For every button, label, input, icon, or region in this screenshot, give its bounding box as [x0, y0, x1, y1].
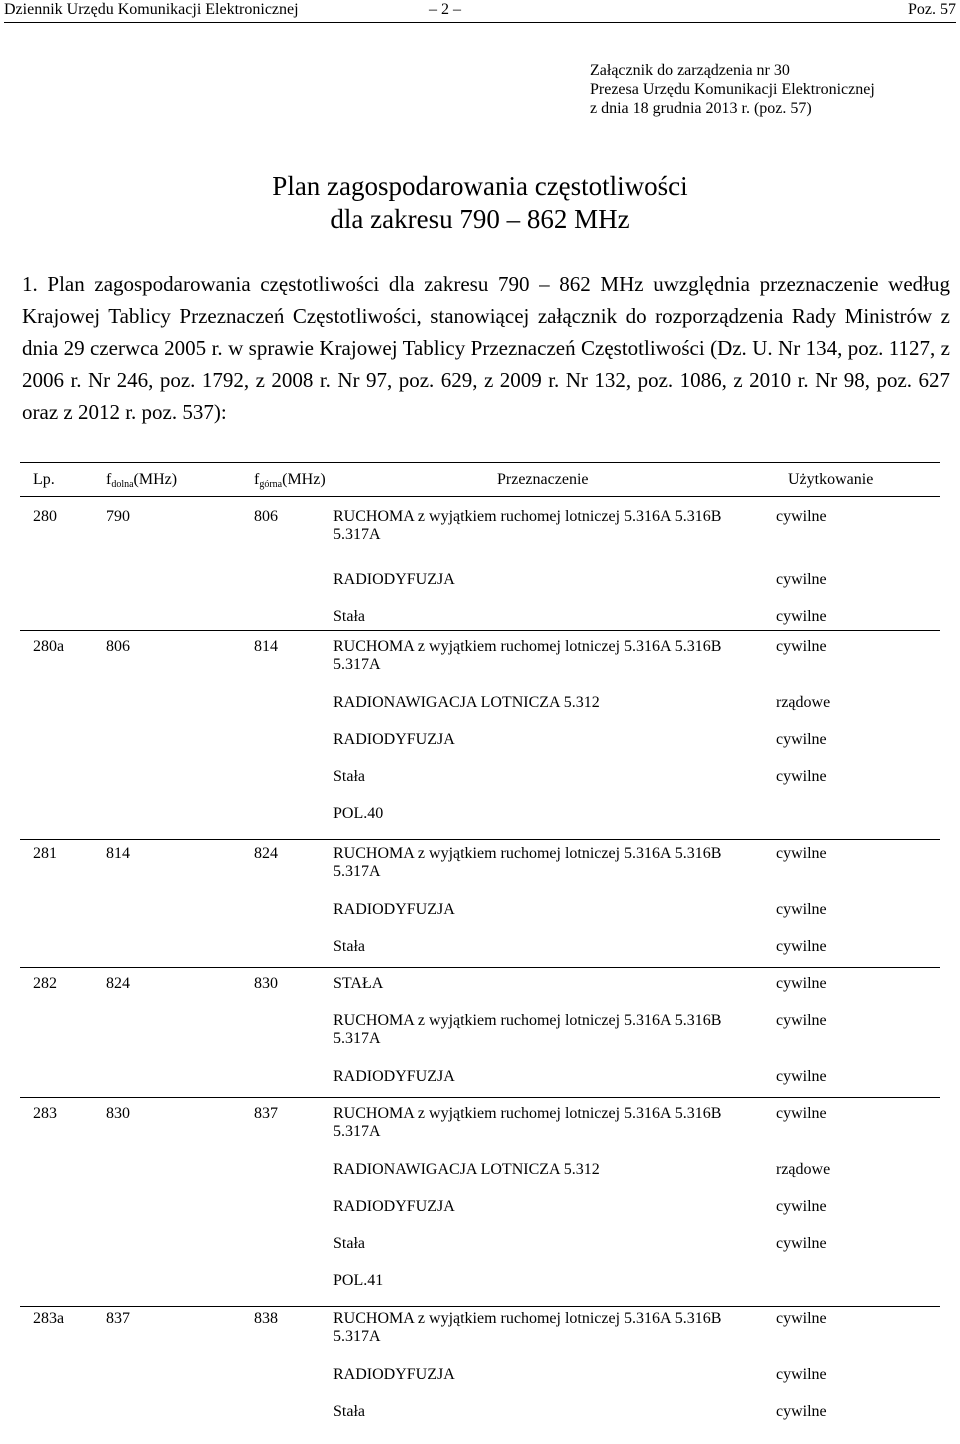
- row-lp: 283a: [33, 1310, 65, 1327]
- row-uzytkowanie: rządowe: [776, 694, 831, 711]
- row-przeznaczenie: RADIODYFUZJA: [333, 731, 455, 748]
- row-lp: 281: [33, 845, 57, 862]
- row-f-dolna: 806: [106, 638, 130, 655]
- header-f-dolna: $f_{dolna}(MHz)$: [106, 471, 178, 490]
- row-f-gorna: 814: [254, 638, 278, 655]
- intro-text: 1. Plan zagospodarowania częstotliwości dla zakresu 790 – 862 MHz uwzględnia przeznaczenie według Krajowej Tablicy Przeznaczeń Częstotliwości, stanowiącej załącznik do rozporządzenia Rady Ministrów z dnia 29 czerwca 2005 r. w sprawie Krajowej Tablicy Przeznaczeń Częstotliwości (Dz. U. Nr 134, poz. 1127, z 2006 r. Nr 246, poz. 1792, z 2008 r. Nr 97, poz. 629, z 2009 r. Nr 132, poz. 1086, z 2010 r. Nr 98, poz. 627 oraz z 2012 r. poz. 537):: [22, 272, 950, 424]
- row-przeznaczenie: RADIONAWIGACJA LOTNICZA 5.312: [333, 1161, 600, 1178]
- row-separator: [20, 1097, 940, 1098]
- row-przeznaczenie-cont: 5.317A: [333, 656, 381, 673]
- row-f-gorna: 837: [254, 1105, 278, 1122]
- row-przeznaczenie: RADIODYFUZJA: [333, 901, 455, 918]
- title-line-1: Plan zagospodarowania częstotliwości: [272, 171, 688, 201]
- page-number: – 2 –: [429, 1, 461, 18]
- row-uzytkowanie: cywilne: [776, 768, 827, 785]
- row-przeznaczenie: RUCHOMA z wyjątkiem ruchomej lotniczej 5.316A 5.316B: [333, 1105, 722, 1122]
- row-uzytkowanie: cywilne: [776, 1403, 827, 1420]
- row-przeznaczenie: RADIODYFUZJA: [333, 571, 455, 588]
- row-uzytkowanie: cywilne: [776, 608, 827, 625]
- row-przeznaczenie: RADIODYFUZJA: [333, 1198, 455, 1215]
- row-f-dolna: 814: [106, 845, 130, 862]
- row-uzytkowanie: cywilne: [776, 1235, 827, 1252]
- row-uzytkowanie: cywilne: [776, 731, 827, 748]
- annex-line-1: Załącznik do zarządzenia nr 30: [590, 62, 790, 79]
- row-przeznaczenie-cont: 5.317A: [333, 1030, 381, 1047]
- row-uzytkowanie: cywilne: [776, 845, 827, 862]
- row-przeznaczenie-cont: 5.317A: [333, 863, 381, 880]
- row-separator: [20, 839, 940, 840]
- row-uzytkowanie: cywilne: [776, 1198, 827, 1215]
- row-separator: [20, 1306, 940, 1307]
- row-f-dolna: 790: [106, 508, 130, 525]
- row-przeznaczenie: RADIODYFUZJA: [333, 1068, 455, 1085]
- header-f-gorna: $f_{górna}(MHz)$: [254, 471, 326, 490]
- row-przeznaczenie: RUCHOMA z wyjątkiem ruchomej lotniczej 5.316A 5.316B: [333, 508, 722, 525]
- annex-line-3: z dnia 18 grudnia 2013 r. (poz. 57): [590, 100, 812, 117]
- row-lp: 283: [33, 1105, 57, 1122]
- row-f-dolna: 824: [106, 975, 130, 992]
- row-f-gorna: 806: [254, 508, 278, 525]
- row-uzytkowanie: cywilne: [776, 1068, 827, 1085]
- row-uzytkowanie: cywilne: [776, 638, 827, 655]
- row-uzytkowanie: cywilne: [776, 901, 827, 918]
- row-przeznaczenie: Stała: [333, 938, 365, 955]
- journal-name: Dziennik Urzędu Komunikacji Elektronicznej: [4, 1, 299, 18]
- row-lp: 282: [33, 975, 57, 992]
- row-przeznaczenie: RUCHOMA z wyjątkiem ruchomej lotniczej 5.316A 5.316B: [333, 845, 722, 862]
- row-przeznaczenie: RUCHOMA z wyjątkiem ruchomej lotniczej 5.316A 5.316B: [333, 1012, 722, 1029]
- row-f-gorna: 830: [254, 975, 278, 992]
- row-lp: 280: [33, 508, 57, 525]
- row-przeznaczenie: POL.41: [333, 1272, 384, 1289]
- row-f-dolna: 837: [106, 1310, 130, 1327]
- row-przeznaczenie-cont: 5.317A: [333, 526, 381, 543]
- row-przeznaczenie: STAŁA: [333, 975, 384, 992]
- row-przeznaczenie: POL.40: [333, 805, 384, 822]
- position-number: Poz. 57: [908, 1, 956, 18]
- row-przeznaczenie: RUCHOMA z wyjątkiem ruchomej lotniczej 5.316A 5.316B: [333, 1310, 722, 1327]
- row-przeznaczenie: RADIONAWIGACJA LOTNICZA 5.312: [333, 694, 600, 711]
- table-header-rule: [20, 496, 940, 497]
- header-przeznaczenie: Przeznaczenie: [497, 471, 589, 488]
- row-przeznaczenie-cont: 5.317A: [333, 1328, 381, 1345]
- annex-line-2: Prezesa Urzędu Komunikacji Elektronicznej: [590, 81, 875, 98]
- row-uzytkowanie: cywilne: [776, 1012, 827, 1029]
- row-przeznaczenie: Stała: [333, 608, 365, 625]
- row-f-dolna: 830: [106, 1105, 130, 1122]
- title-line-2: dla zakresu 790 – 862 MHz: [330, 204, 630, 234]
- row-separator: [20, 967, 940, 968]
- row-lp: 280a: [33, 638, 65, 655]
- annex-note: [590, 61, 875, 118]
- row-uzytkowanie: cywilne: [776, 508, 827, 525]
- row-przeznaczenie: RUCHOMA z wyjątkiem ruchomej lotniczej 5.316A 5.316B: [333, 638, 722, 655]
- row-uzytkowanie: rządowe: [776, 1161, 831, 1178]
- table-top-rule: [20, 462, 940, 463]
- row-przeznaczenie: RADIODYFUZJA: [333, 1366, 455, 1383]
- intro-paragraph: [22, 268, 950, 428]
- row-przeznaczenie: Stała: [333, 1403, 365, 1420]
- row-uzytkowanie: cywilne: [776, 1366, 827, 1383]
- row-separator: [20, 630, 940, 631]
- row-uzytkowanie: cywilne: [776, 1105, 827, 1122]
- row-uzytkowanie: cywilne: [776, 1310, 827, 1327]
- header-lp: Lp.: [33, 471, 55, 488]
- row-f-gorna: 838: [254, 1310, 278, 1327]
- row-przeznaczenie-cont: 5.317A: [333, 1123, 381, 1140]
- row-uzytkowanie: cywilne: [776, 571, 827, 588]
- row-przeznaczenie: Stała: [333, 1235, 365, 1252]
- row-uzytkowanie: cywilne: [776, 975, 827, 992]
- running-header: [4, 0, 956, 23]
- header-uzytkowanie: Użytkowanie: [788, 471, 874, 488]
- row-f-gorna: 824: [254, 845, 278, 862]
- row-przeznaczenie: Stała: [333, 768, 365, 785]
- row-uzytkowanie: cywilne: [776, 938, 827, 955]
- document-title: [0, 170, 960, 236]
